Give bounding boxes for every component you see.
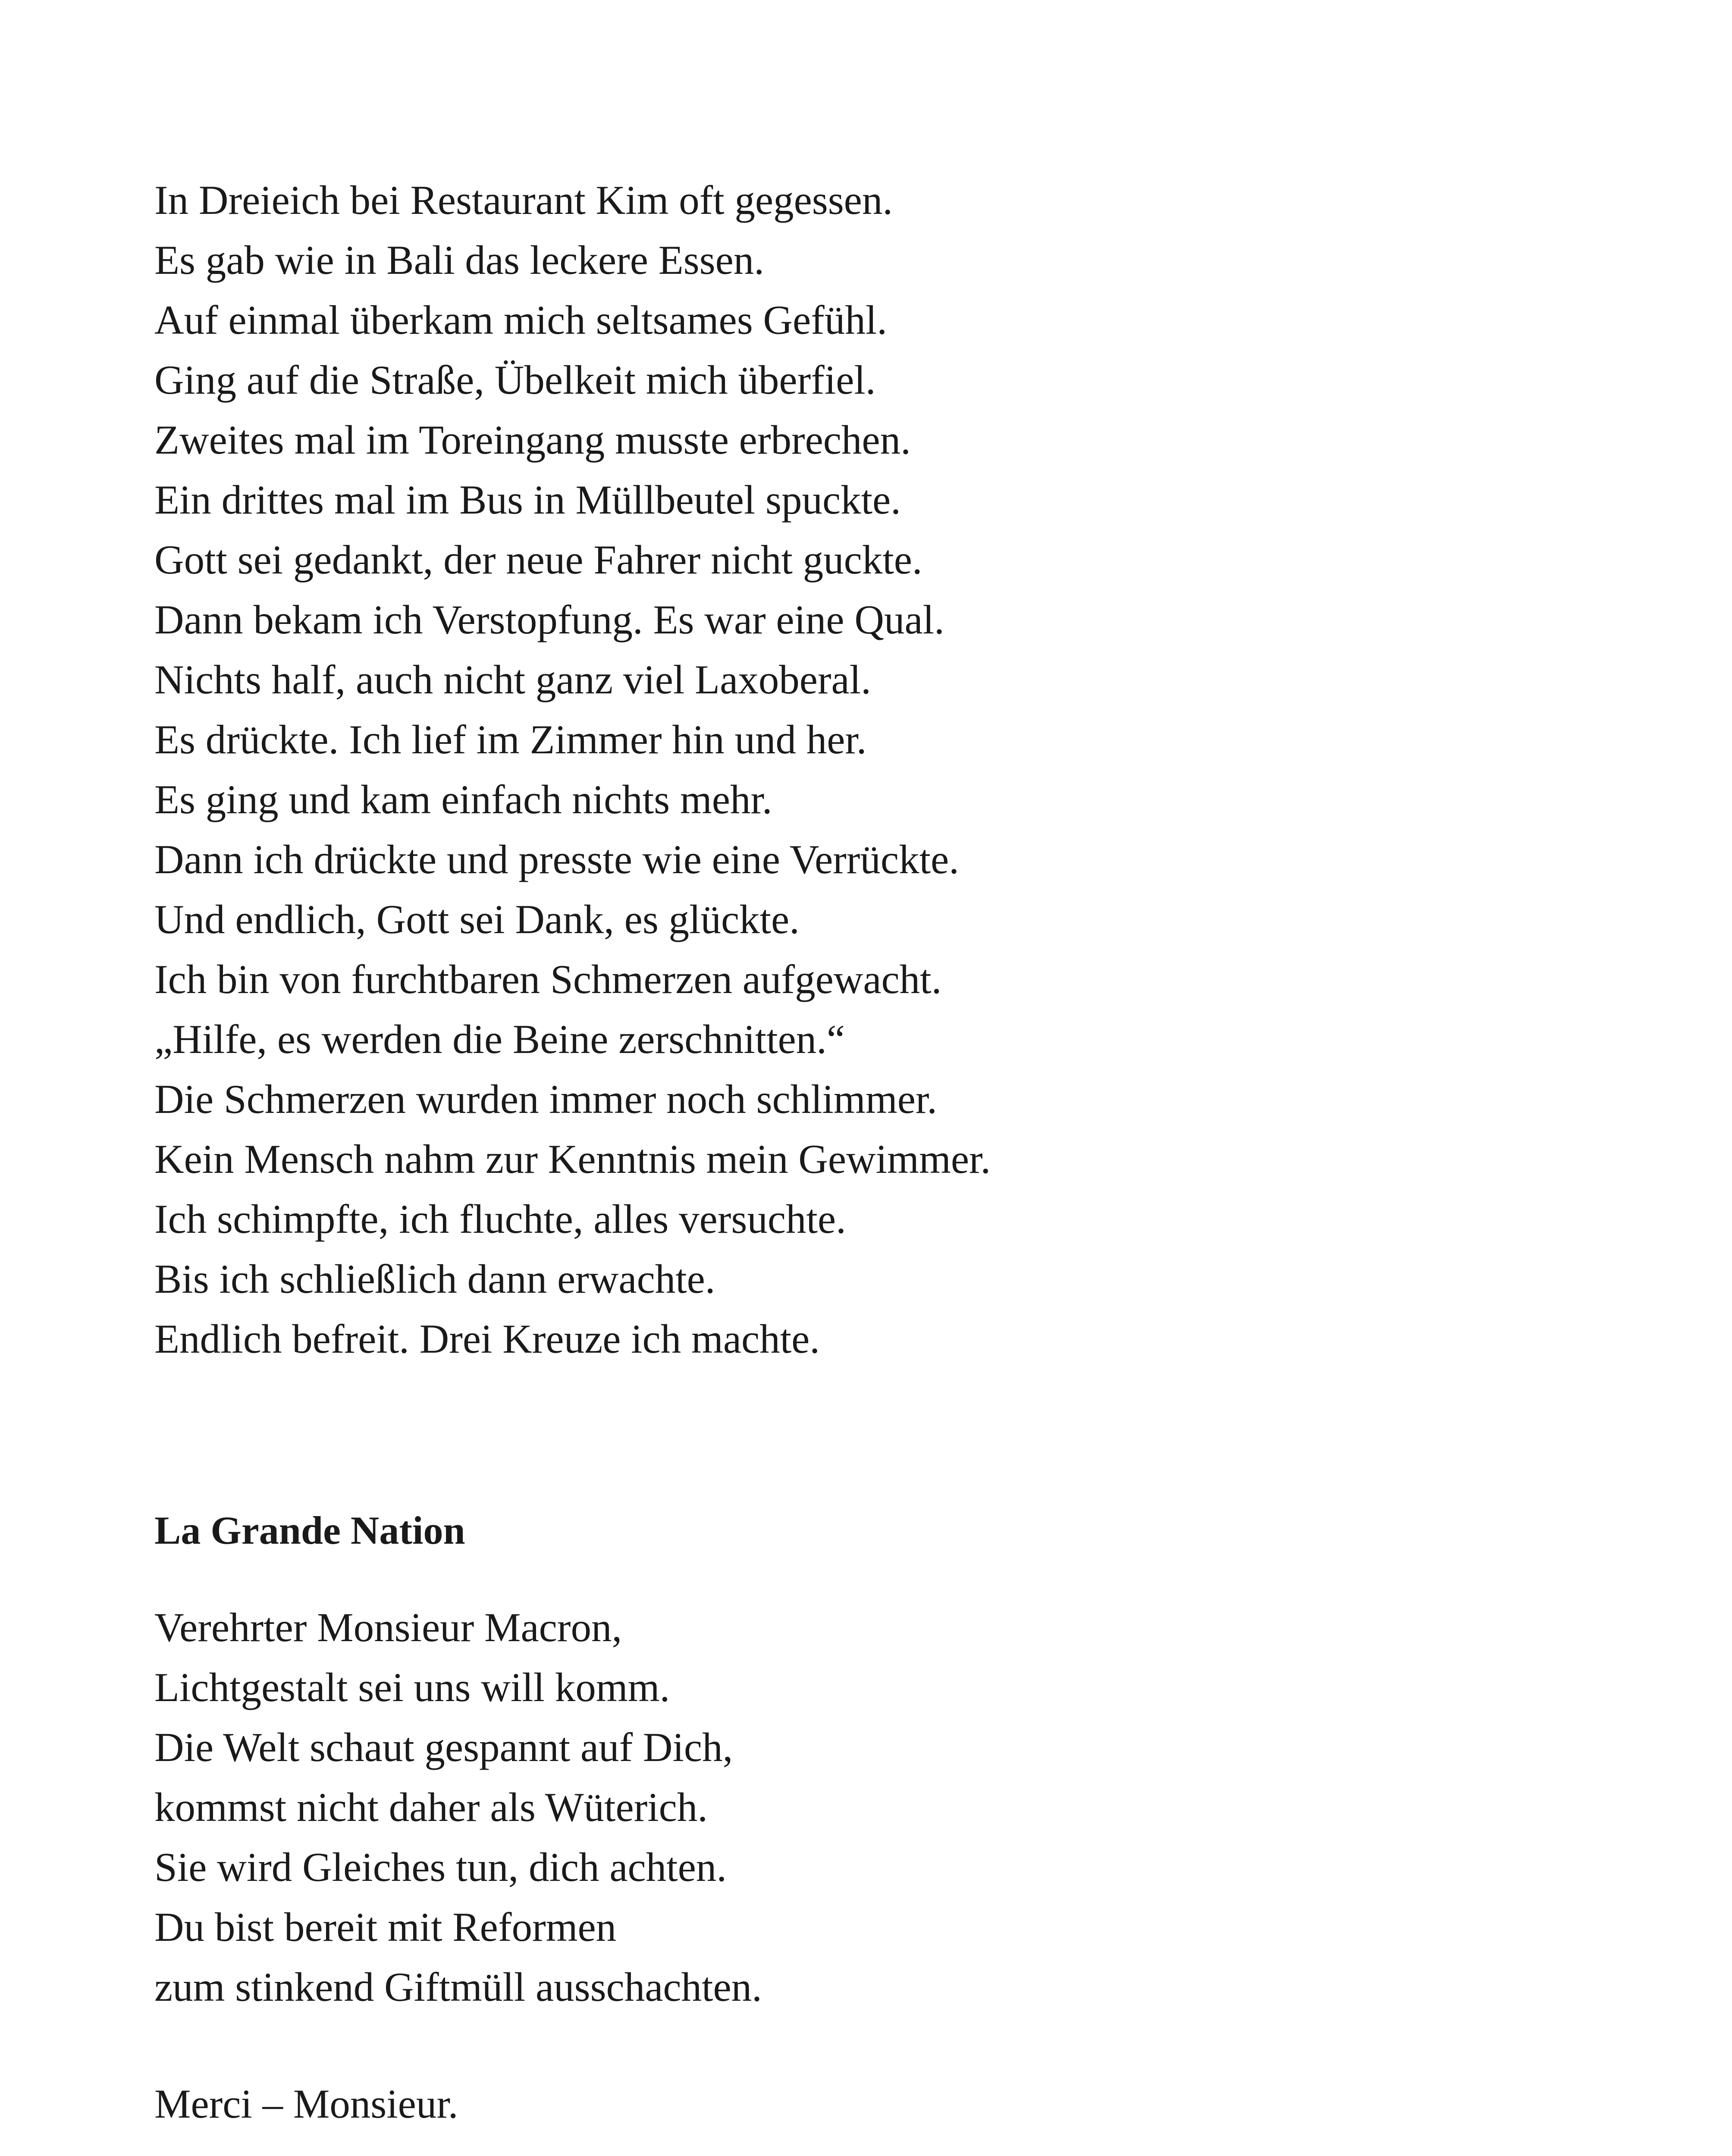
poem-line: Zweites mal im Toreingang musste erbrechen.: [154, 417, 911, 463]
poem-line: „Hilfe, es werden die Beine zerschnitten.“: [154, 1016, 845, 1062]
poem-line: kommst nicht daher als Wüterich.: [154, 1784, 708, 1830]
poem-line: Bis ich schließlich dann erwachte.: [154, 1256, 715, 1302]
poem-line: Dann ich drückte und presste wie eine Verrückte.: [154, 837, 959, 882]
poem-line: Es gab wie in Bali das leckere Essen.: [154, 237, 765, 283]
poem-title: La Grande Nation: [154, 1508, 465, 1552]
poem-restaurant-kim: [154, 170, 1578, 1369]
poem-line: Und endlich, Gott sei Dank, es glückte.: [154, 896, 800, 942]
poem-line: Gott sei gedankt, der neue Fahrer nicht guckte.: [154, 537, 922, 583]
poem-closing-line: Merci – Monsieur.: [154, 2081, 458, 2127]
poem-line: Es drückte. Ich lief im Zimmer hin und her.: [154, 717, 867, 762]
poem-line: Ich schimpfte, ich fluchte, alles versuchte.: [154, 1196, 846, 1242]
poem-line: Du bist bereit mit Reformen: [154, 1904, 617, 1950]
poem-la-grande-nation: [154, 1598, 1578, 2017]
poem-line: In Dreieich bei Restaurant Kim oft gegessen.: [154, 177, 893, 223]
poem-line: Ich bin von furchtbaren Schmerzen aufgewacht.: [154, 956, 942, 1002]
poem-line: Ging auf die Straße, Übelkeit mich überfiel.: [154, 357, 876, 403]
poem-line: Endlich befreit. Drei Kreuze ich machte.: [154, 1316, 820, 1362]
poem-line: Die Welt schaut gespannt auf Dich,: [154, 1724, 733, 1770]
poem-line: Sie wird Gleiches tun, dich achten.: [154, 1844, 727, 1890]
poem-line: Nichts half, auch nicht ganz viel Laxoberal.: [154, 657, 871, 702]
poem-line: Es ging und kam einfach nichts mehr.: [154, 777, 772, 822]
poem-line: Ein drittes mal im Bus in Müllbeutel spuckte.: [154, 477, 901, 523]
poem-line: zum stinkend Giftmüll ausschachten.: [154, 1964, 762, 2010]
poem-line: Auf einmal überkam mich seltsames Gefühl.: [154, 297, 887, 343]
poem-line: Lichtgestalt sei uns will komm.: [154, 1664, 670, 1710]
poem-line: Die Schmerzen wurden immer noch schlimmer.: [154, 1076, 938, 1122]
poem-line: Dann bekam ich Verstopfung. Es war eine Qual.: [154, 597, 944, 642]
poem-line: Kein Mensch nahm zur Kenntnis mein Gewimmer.: [154, 1136, 991, 1182]
poem-line: Verehrter Monsieur Macron,: [154, 1604, 622, 1650]
